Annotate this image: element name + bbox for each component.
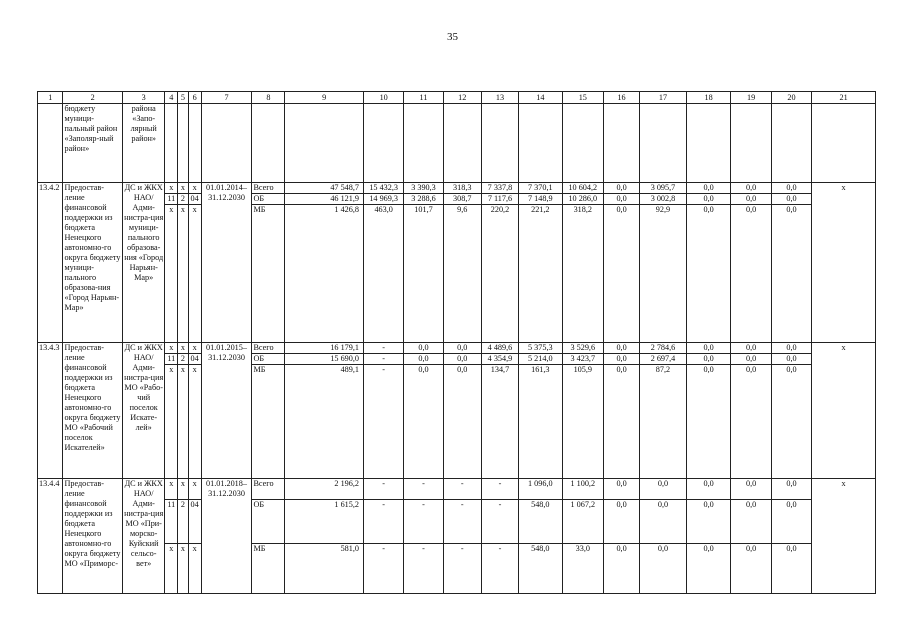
value-cell: 0,0 [404,343,443,354]
empty-cell [519,104,563,183]
value-cell: 0,0 [640,479,687,500]
row-number-cell [38,104,63,183]
header-cell: 6 [188,92,201,104]
value-cell: - [443,479,481,500]
value-cell: 0,0 [686,194,731,205]
value-cell: - [481,544,518,594]
table-row [38,183,876,194]
code-cell: x [188,544,201,594]
value-cell: 4 354,9 [481,354,518,365]
code-cell: 11 [165,354,178,365]
measure-name-cell: бюджету муници-пальный район «Заполяр-ный район» [63,104,122,183]
value-cell: 0,0 [771,479,811,500]
value-cell: 0,0 [771,205,811,343]
row-number-cell: 13.4.4 [38,479,63,594]
value-cell: 7 148,9 [519,194,563,205]
code-cell: x [188,479,201,500]
value-cell: - [481,500,518,544]
value-cell: 0,0 [771,343,811,354]
value-cell: 0,0 [731,365,771,479]
measure-name-cell: Предостав-ление финансовой поддержки из бюджета Ненецкого автономно-го округа бюджету муници-пального образова-ния «Город Нарьян-Мар» [63,183,122,343]
empty-cell [363,104,403,183]
code-cell: 2 [178,500,189,544]
value-cell: 46 121,9 [285,194,364,205]
header-cell: 1 [38,92,63,104]
code-cell: x [178,365,189,479]
executor-cell: ДС и ЖКХ НАО/ Адми-нистра-ция МО «Рабо-чий поселок Искате-лей» [122,343,164,479]
value-cell: 489,1 [285,365,364,479]
empty-cell [604,104,640,183]
code-cell: x [178,544,189,594]
value-cell: 0,0 [686,205,731,343]
value-cell: 9,6 [443,205,481,343]
value-cell: - [363,365,403,479]
code-cell: x [178,205,189,343]
value-cell: - [404,479,443,500]
value-cell: 15 432,3 [363,183,403,194]
value-cell: 318,2 [562,205,603,343]
table-body [38,92,876,594]
value-cell: 47 548,7 [285,183,364,194]
value-cell: 0,0 [686,500,731,544]
empty-cell [285,104,364,183]
value-cell: 0,0 [686,354,731,365]
funding-source-cell: ОБ [252,194,285,205]
value-cell: 134,7 [481,365,518,479]
empty-cell [686,104,731,183]
code-cell: 04 [188,500,201,544]
value-cell: 0,0 [731,194,771,205]
value-cell: 1 100,2 [562,479,603,500]
value-cell: 3 002,8 [640,194,687,205]
empty-cell [404,104,443,183]
value-cell: 0,0 [443,354,481,365]
executor-cell: ДС и ЖКХ НАО/ Адми-нистра-ция муници-пального образова-ния «Город Нарьян-Мар» [122,183,164,343]
value-cell: 0,0 [771,183,811,194]
value-cell: 220,2 [481,205,518,343]
header-cell: 3 [122,92,164,104]
header-row [38,92,876,104]
empty-cell [812,104,876,183]
period-cell: 01.01.2014–31.12.2030 [201,183,252,343]
code-cell: x [165,183,178,194]
code-cell: x [165,544,178,594]
header-cell: 16 [604,92,640,104]
empty-cell [178,104,189,183]
period-cell: 01.01.2018–31.12.2030 [201,479,252,594]
value-cell: 1 067,2 [562,500,603,544]
header-cell: 14 [519,92,563,104]
row-number-cell: 13.4.2 [38,183,63,343]
value-cell: 3 288,6 [404,194,443,205]
value-cell: 0,0 [604,354,640,365]
header-cell: 4 [165,92,178,104]
code-cell: x [165,343,178,354]
col21-cell: x [812,479,876,594]
empty-cell [252,104,285,183]
empty-cell [562,104,603,183]
value-cell: 0,0 [731,354,771,365]
row-number-cell: 13.4.3 [38,343,63,479]
value-cell: - [363,354,403,365]
value-cell: 0,0 [731,183,771,194]
value-cell: 548,0 [519,544,563,594]
value-cell: 463,0 [363,205,403,343]
measure-name-cell: Предостав-ление финансовой поддержки из бюджета Ненецкого автономно-го округа бюджету МО «Приморс- [63,479,122,594]
value-cell: 308,7 [443,194,481,205]
value-cell: 0,0 [771,544,811,594]
header-cell: 17 [640,92,687,104]
col21-cell: x [812,183,876,343]
value-cell: 0,0 [731,343,771,354]
value-cell: - [363,500,403,544]
empty-cell [165,104,178,183]
value-cell: 3 390,3 [404,183,443,194]
value-cell: 14 969,3 [363,194,403,205]
value-cell: 10 604,2 [562,183,603,194]
value-cell: 0,0 [686,479,731,500]
value-cell: 0,0 [404,354,443,365]
empty-cell [443,104,481,183]
value-cell: 0,0 [604,205,640,343]
value-cell: 0,0 [604,194,640,205]
continuation-row [38,104,876,183]
value-cell: 7 337,8 [481,183,518,194]
value-cell: 4 489,6 [481,343,518,354]
value-cell: - [443,544,481,594]
code-cell: x [178,343,189,354]
code-cell: 2 [178,354,189,365]
empty-cell [188,104,201,183]
value-cell: 10 286,0 [562,194,603,205]
code-cell: x [188,343,201,354]
header-cell: 7 [201,92,252,104]
value-cell: 0,0 [604,365,640,479]
header-cell: 21 [812,92,876,104]
value-cell: - [404,544,443,594]
empty-cell [731,104,771,183]
header-cell: 19 [731,92,771,104]
value-cell: 3 423,7 [562,354,603,365]
page-number: 35 [447,31,458,43]
empty-cell [481,104,518,183]
funding-source-cell: МБ [252,205,285,343]
value-cell: 3 529,6 [562,343,603,354]
header-cell: 9 [285,92,364,104]
value-cell: 0,0 [771,354,811,365]
measure-name-cell: Предостав-ление финансовой поддержки из бюджета Ненецкого автономно-го округа бюджету МО «Рабочий поселок Искателей» [63,343,122,479]
code-cell: 2 [178,194,189,205]
value-cell: 0,0 [604,183,640,194]
value-cell: 101,7 [404,205,443,343]
funding-source-cell: Всего [252,343,285,354]
value-cell: 0,0 [604,500,640,544]
executor-cell: ДС и ЖКХ НАО/ Адми-нистра-ция МО «При-морско-Куйский сельсо-вет» [122,479,164,594]
value-cell: 0,0 [731,544,771,594]
value-cell: 1 615,2 [285,500,364,544]
code-cell: x [188,205,201,343]
value-cell: 161,3 [519,365,563,479]
code-cell: x [165,365,178,479]
funding-source-cell: Всего [252,479,285,500]
value-cell: 0,0 [771,194,811,205]
value-cell: - [363,479,403,500]
value-cell: 0,0 [731,500,771,544]
code-cell: x [165,205,178,343]
code-cell: x [188,365,201,479]
code-cell: 04 [188,194,201,205]
value-cell: 2 196,2 [285,479,364,500]
funding-source-cell: ОБ [252,500,285,544]
table-row [38,479,876,500]
funding-source-cell: ОБ [252,354,285,365]
value-cell: 0,0 [686,183,731,194]
header-cell: 5 [178,92,189,104]
value-cell: 0,0 [404,365,443,479]
header-cell: 11 [404,92,443,104]
value-cell: 1 096,0 [519,479,563,500]
header-cell: 12 [443,92,481,104]
value-cell: 3 095,7 [640,183,687,194]
value-cell: 92,9 [640,205,687,343]
header-cell: 2 [63,92,122,104]
value-cell: 87,2 [640,365,687,479]
value-cell: 5 375,3 [519,343,563,354]
value-cell: 0,0 [443,343,481,354]
value-cell: 7 117,6 [481,194,518,205]
header-cell: 18 [686,92,731,104]
value-cell: 0,0 [686,343,731,354]
budget-table [37,91,876,594]
value-cell: 33,0 [562,544,603,594]
period-cell: 01.01.2015–31.12.2030 [201,343,252,479]
value-cell: 16 179,1 [285,343,364,354]
value-cell: 0,0 [731,205,771,343]
value-cell: 2 697,4 [640,354,687,365]
value-cell: 0,0 [443,365,481,479]
table-row [38,343,876,354]
value-cell: 15 690,0 [285,354,364,365]
value-cell: 5 214,0 [519,354,563,365]
value-cell: 105,9 [562,365,603,479]
funding-source-cell: МБ [252,365,285,479]
value-cell: 0,0 [731,479,771,500]
value-cell: 7 370,1 [519,183,563,194]
value-cell: - [481,479,518,500]
value-cell: - [363,343,403,354]
code-cell: 04 [188,354,201,365]
code-cell: x [165,479,178,500]
col21-cell: x [812,343,876,479]
value-cell: - [363,544,403,594]
empty-cell [201,104,252,183]
value-cell: 0,0 [604,343,640,354]
value-cell: 221,2 [519,205,563,343]
value-cell: 581,0 [285,544,364,594]
header-cell: 8 [252,92,285,104]
value-cell: 0,0 [640,544,687,594]
value-cell: 0,0 [771,500,811,544]
value-cell: 0,0 [604,544,640,594]
value-cell: 0,0 [640,500,687,544]
code-cell: x [188,183,201,194]
executor-cell: района «Запо-лярный район» [122,104,164,183]
code-cell: 11 [165,194,178,205]
header-cell: 10 [363,92,403,104]
value-cell: 0,0 [604,479,640,500]
code-cell: x [178,479,189,500]
empty-cell [771,104,811,183]
value-cell: - [443,500,481,544]
value-cell: 548,0 [519,500,563,544]
value-cell: 2 784,6 [640,343,687,354]
header-cell: 15 [562,92,603,104]
value-cell: 0,0 [686,544,731,594]
header-cell: 13 [481,92,518,104]
header-cell: 20 [771,92,811,104]
value-cell: 1 426,8 [285,205,364,343]
value-cell: 0,0 [686,365,731,479]
value-cell: 0,0 [771,365,811,479]
empty-cell [640,104,687,183]
value-cell: 318,3 [443,183,481,194]
code-cell: 11 [165,500,178,544]
value-cell: - [404,500,443,544]
code-cell: x [178,183,189,194]
funding-source-cell: Всего [252,183,285,194]
funding-source-cell: МБ [252,544,285,594]
